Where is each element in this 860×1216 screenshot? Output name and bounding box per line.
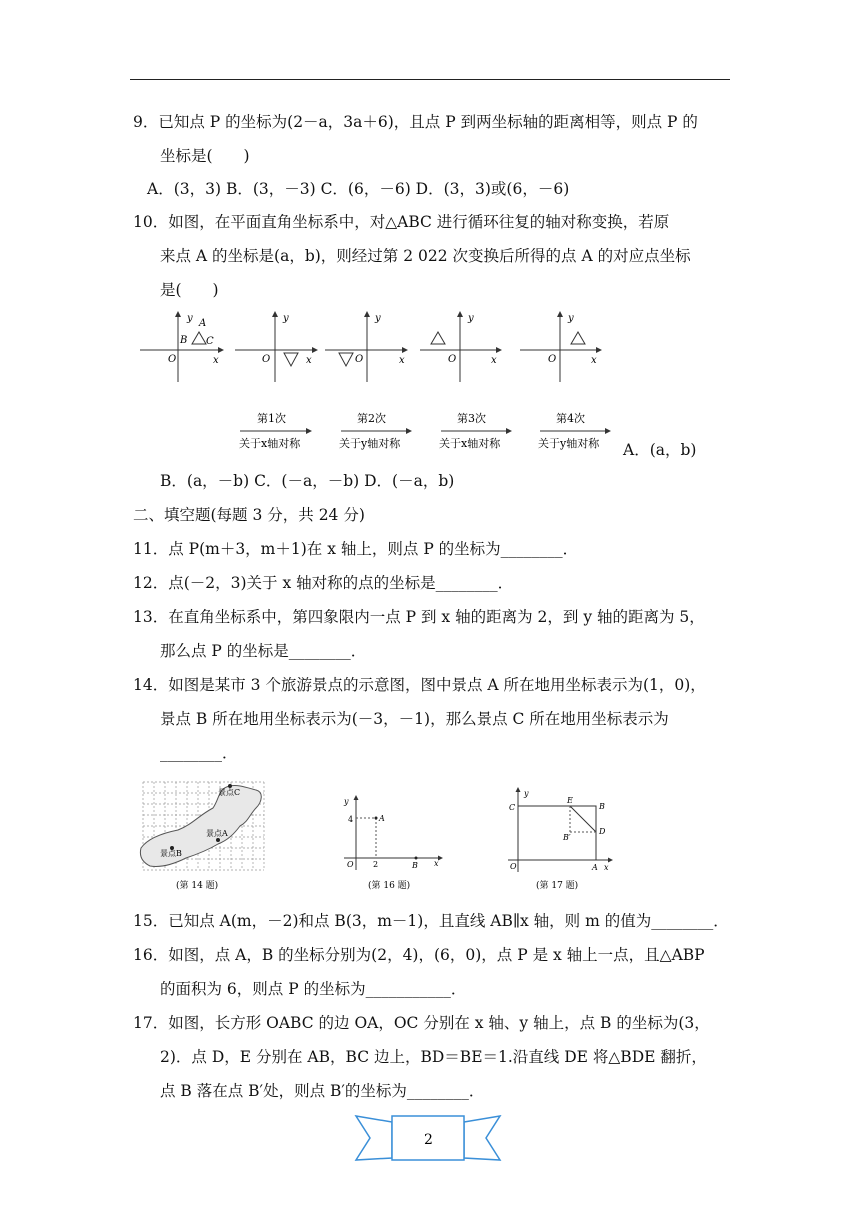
page-number: 2 [424, 1132, 433, 1148]
q10-origin-1: O [168, 354, 177, 365]
q16-figure [338, 792, 446, 896]
f16-x: x [434, 859, 439, 868]
f16-y: y [344, 797, 349, 806]
q10-panel-3 [325, 312, 407, 382]
q10-step4-top: 第4次 [556, 412, 585, 425]
f16-b: B [412, 861, 418, 870]
section-heading: 二、填空题(每题 3 分，共 24 分) [133, 506, 365, 524]
f17-c: C [509, 803, 516, 812]
q17-line2: 2)．点 D，E 分别在 AB，BC 边上，BD＝BE＝1.沿直线 DE 将△BDE 翻折， [160, 1048, 707, 1066]
f17-o: O [510, 862, 517, 871]
caption-17: (第 17 题) [536, 881, 579, 891]
q10-line1: 10．如图，在平面直角坐标系中，对△ABC 进行循环往复的轴对称变换，若原 [133, 213, 670, 231]
q17-figure [500, 784, 618, 896]
f17-bp: B′ [563, 833, 571, 842]
q12: 12．点(－2，3)关于 x 轴对称的点的坐标是________． [133, 574, 514, 592]
q10-step2-bottom: 关于y轴对称 [339, 437, 401, 450]
q10-label-y: y [187, 313, 193, 324]
q10-step1-top: 第1次 [257, 412, 286, 425]
q11: 11．点 P(m＋3，m＋1)在 x 轴上，则点 P 的坐标为________． [133, 540, 579, 558]
f17-a: A [592, 863, 598, 872]
q10-option-a: A．(a，b) [623, 441, 697, 459]
q10-panel-1 [140, 312, 223, 382]
q10-panel-5 [520, 312, 601, 382]
q13-line2: 那么点 P 的坐标是________． [160, 642, 367, 660]
q15: 15．已知点 A(m，－2)和点 B(3，m－1)，且直线 AB∥x 轴，则 m 的值为________． [133, 912, 729, 930]
f16-o: O [347, 860, 354, 869]
q10-step3-top: 第3次 [457, 412, 486, 425]
q9-line1: 9．已知点 P 的坐标为(2－a，3a＋6)，且点 P 到两坐标轴的距离相等，则点 P 的 [133, 113, 698, 131]
q10-step3-bottom: 关于x轴对称 [439, 437, 501, 450]
f16-tick2: 2 [373, 860, 379, 869]
q10-label-a: A [199, 318, 207, 329]
q10-line3: 是( ) [160, 281, 219, 299]
q10-label-y-2: y [283, 313, 289, 324]
q10-label-y-5: y [568, 313, 574, 324]
q10-origin-4: O [448, 354, 457, 365]
q10-label-b: B [180, 335, 188, 346]
q10-step2-top: 第2次 [357, 412, 386, 425]
q10-label-x-1: x [213, 355, 219, 366]
q9-options: A．(3，3) B．(3，－3) C．(6，－6) D．(3，3)或(6，－6) [147, 180, 570, 198]
q10-label-x-4: x [491, 355, 497, 366]
q10-label-x-2: x [306, 355, 312, 366]
q10-step1-bottom: 关于x轴对称 [239, 437, 301, 450]
q10-origin-3: O [355, 354, 364, 365]
q10-panel-4 [420, 312, 501, 382]
q10-origin-5: O [548, 354, 557, 365]
caption-14: (第 14 题) [176, 881, 219, 891]
q10-label-y-3: y [375, 313, 381, 324]
q10-label-x-5: x [591, 355, 597, 366]
q10-options-bcd: B．(a，－b) C．(－a，－b) D．(－a，b) [160, 472, 455, 490]
q17-line1: 17．如图，长方形 OABC 的边 OA，OC 分别在 x 轴、y 轴上，点 B 的坐标为(3， [133, 1014, 710, 1032]
q10-line2: 来点 A 的坐标是(a，b)，则经过第 2 022 次变换后所得的点 A 的对应点坐标 [160, 247, 691, 265]
q14-line1: 14．如图是某市 3 个旅游景点的示意图，图中景点 A 所在地用坐标表示为(1，0)， [133, 676, 706, 694]
caption-16: (第 16 题) [368, 881, 411, 891]
q16-line2: 的面积为 6，则点 P 的坐标为___________． [160, 980, 467, 998]
f16-tick4: 4 [348, 815, 354, 824]
header-rule [130, 79, 730, 80]
map-label-c: 景点C [218, 788, 241, 797]
q14-line2: 景点 B 所在地用坐标表示为(－3，－1)，那么景点 C 所在地用坐标表示为 [160, 710, 669, 728]
f17-y: y [524, 789, 529, 798]
q10-label-x-3: x [399, 355, 405, 366]
q10-panel-2 [235, 312, 317, 382]
q16-line1: 16．如图，点 A，B 的坐标分别为(2，4)，(6，0)，点 P 是 x 轴上一点，且△ABP [133, 946, 705, 964]
q13-line1: 13．在直角坐标系中，第四象限内一点 P 到 x 轴的距离为 2，到 y 轴的距离为 5， [133, 608, 705, 626]
f17-x: x [604, 863, 609, 872]
f17-e: E [567, 796, 573, 805]
q14-line3: ________． [160, 744, 238, 762]
page-number-ribbon [352, 1110, 504, 1166]
q10-transform-figure [135, 308, 615, 458]
q14-map-figure [138, 778, 278, 896]
q10-origin-2: O [262, 354, 271, 365]
f17-d: D [599, 827, 606, 836]
f17-b: B [599, 802, 605, 811]
q10-step4-bottom: 关于y轴对称 [538, 437, 600, 450]
map-label-a: 景点A [206, 829, 228, 838]
q9-line2: 坐标是( ) [160, 147, 250, 165]
q17-line3: 点 B 落在点 B′处，则点 B′的坐标为________． [160, 1082, 485, 1100]
map-label-b: 景点B [160, 849, 182, 858]
f16-a: A [379, 814, 385, 823]
q10-label-c: C [206, 336, 214, 347]
q10-label-y-4: y [468, 313, 474, 324]
